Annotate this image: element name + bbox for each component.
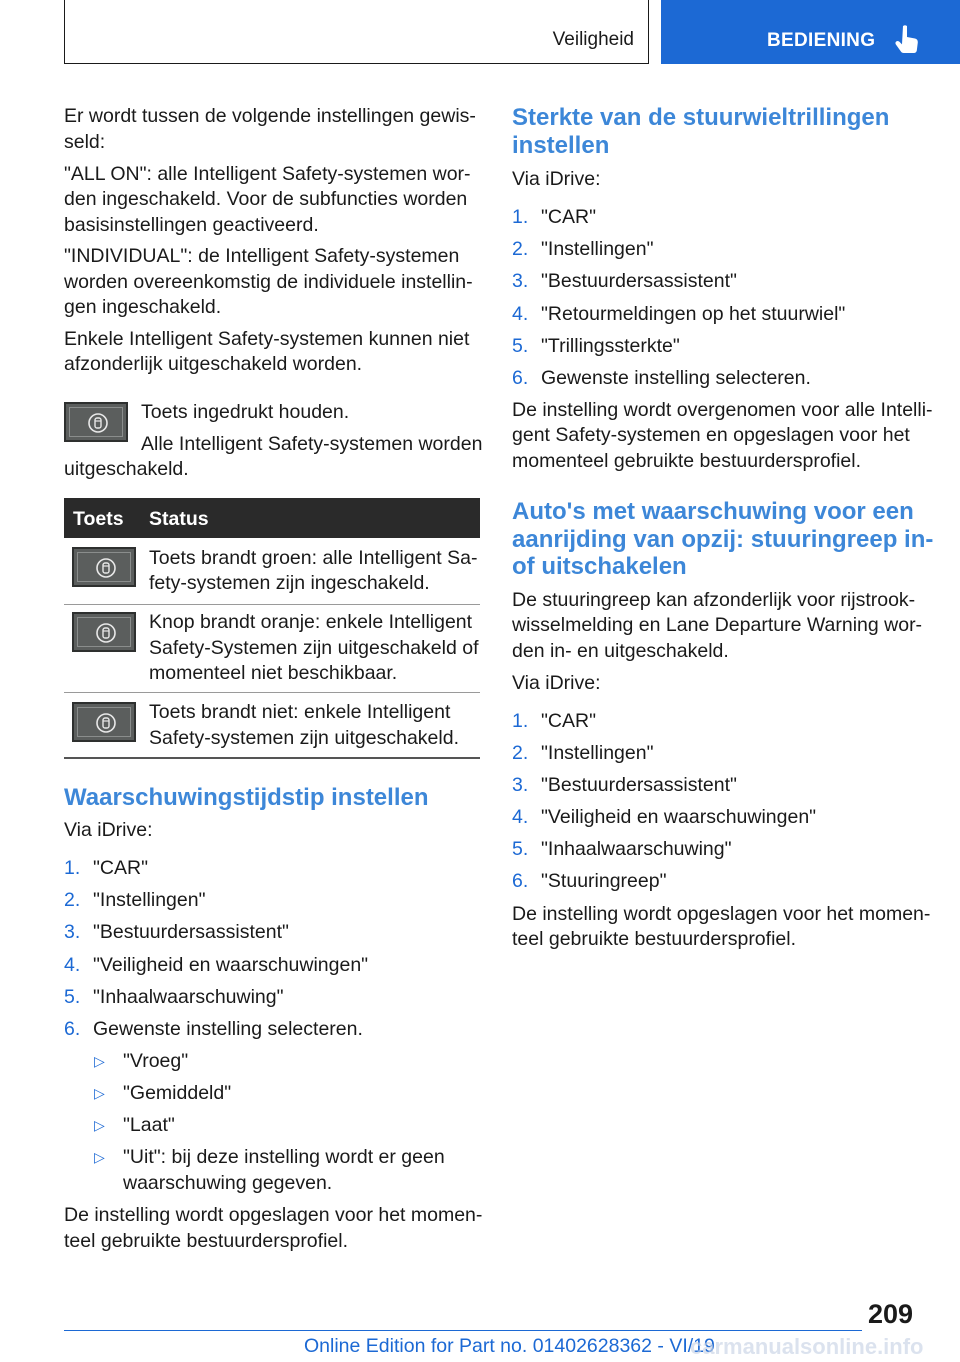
outro-line: momenteel gebruikte bestuurdersprofiel. — [512, 450, 862, 472]
intro-line: seld: — [64, 131, 106, 153]
intro-line: worden overeenkomstig de individuele instellin- — [64, 271, 473, 293]
header-chapter-box — [661, 0, 960, 64]
safety-car-icon — [95, 557, 117, 579]
table-cell-status: Toets brandt groen: alle Intelligent Sa- — [149, 547, 478, 569]
outro-line: teel gebruikte bestuurdersprofiel. — [512, 928, 796, 950]
intro-line: afzonderlijk uitgeschakeld worden. — [64, 353, 363, 375]
button-hint: Toets ingedrukt houden. — [141, 401, 350, 423]
intro-line: Enkele Intelligent Safety-systemen kunnen niet — [64, 328, 470, 350]
table-col-toets: Toets — [73, 508, 124, 530]
triangle-bullet-icon: ▷ — [94, 1149, 105, 1165]
option-continuation: waarschuwing gegeven. — [123, 1172, 333, 1194]
table-col-status: Status — [149, 508, 209, 530]
safety-button-image — [72, 702, 136, 742]
header-chapter-title: BEDIENING — [767, 30, 876, 51]
pointing-hand-icon — [892, 24, 922, 54]
safety-button-image — [64, 402, 128, 442]
table-divider — [64, 604, 480, 605]
outro-line: teel gebruikte bestuurdersprofiel. — [64, 1230, 348, 1252]
safety-car-icon — [87, 412, 109, 434]
footer-rule — [64, 1330, 862, 1331]
page-number: 209 — [868, 1299, 914, 1329]
status-table-header — [64, 498, 480, 538]
via-idrive: Via iDrive: — [64, 819, 153, 841]
safety-car-icon — [95, 712, 117, 734]
intro-line: gen ingeschakeld. — [64, 296, 222, 318]
section-title-vibration: Sterkte van de stuurwieltrillingen — [512, 104, 890, 131]
safety-car-icon — [95, 622, 117, 644]
via-idrive: Via iDrive: — [512, 672, 601, 694]
triangle-bullet-icon: ▷ — [94, 1085, 105, 1101]
outro-line: gent Safety-systemen en opgeslagen voor het — [512, 424, 910, 446]
via-idrive: Via iDrive: — [512, 168, 601, 190]
section-title-steering: Auto's met waarschuwing voor een — [512, 498, 914, 525]
button-hint: uitgeschakeld. — [64, 458, 189, 480]
intro-line: "INDIVIDUAL": de Intelligent Safety-systemen — [64, 245, 460, 267]
triangle-bullet-icon: ▷ — [94, 1053, 105, 1069]
table-cell-status: fety-systemen zijn ingeschakeld. — [149, 572, 430, 594]
outro-line: De instelling wordt opgeslagen voor het momen- — [512, 903, 931, 925]
button-hint: Alle Intelligent Safety-systemen worden — [141, 433, 483, 455]
intro-line: den ingeschakeld. Voor de subfuncties worden — [64, 188, 468, 210]
safety-button-image — [72, 547, 136, 587]
header-section-title: Veiligheid — [552, 29, 634, 50]
header-section-box — [64, 0, 649, 64]
section-title-steering: of uitschakelen — [512, 553, 687, 580]
safety-button-image — [72, 612, 136, 652]
section-title-vibration: instellen — [512, 132, 610, 159]
intro-line: wisselmelding en Lane Departure Warning wor- — [512, 614, 923, 636]
intro-line: den in- en uitgeschakeld. — [512, 640, 729, 662]
table-cell-status: Knop brandt oranje: enkele Intelligent — [149, 611, 473, 633]
intro-line: Er wordt tussen de volgende instellingen gewis- — [64, 105, 476, 127]
table-divider — [64, 692, 480, 693]
watermark: carmanualsonline.info — [690, 1334, 924, 1359]
table-bottom-rule — [64, 757, 480, 759]
intro-line: basisinstellingen geactiveerd. — [64, 214, 319, 236]
intro-line: De stuuringreep kan afzonderlijk voor rijstrook- — [512, 589, 916, 611]
edition-link[interactable]: Online Edition for Part no. 01402628362 - VI/19 — [304, 1335, 715, 1357]
outro-line: De instelling wordt overgenomen voor alle Intelli- — [512, 399, 933, 421]
section-title-steering: aanrijding van opzij: stuuringreep in- — [512, 526, 934, 553]
table-cell-status: Safety-Systemen zijn uitgeschakeld of — [149, 637, 479, 659]
intro-line: "ALL ON": alle Intelligent Safety-systemen wor- — [64, 163, 471, 185]
section-title-warning-time: Waarschuwingstijdstip instellen — [64, 784, 429, 811]
triangle-bullet-icon: ▷ — [94, 1117, 105, 1133]
table-cell-status: Safety-systemen zijn uitgeschakeld. — [149, 727, 459, 749]
outro-line: De instelling wordt opgeslagen voor het momen- — [64, 1204, 483, 1226]
table-cell-status: Toets brandt niet: enkele Intelligent — [149, 701, 451, 723]
table-cell-status: momenteel niet beschikbaar. — [149, 662, 398, 684]
